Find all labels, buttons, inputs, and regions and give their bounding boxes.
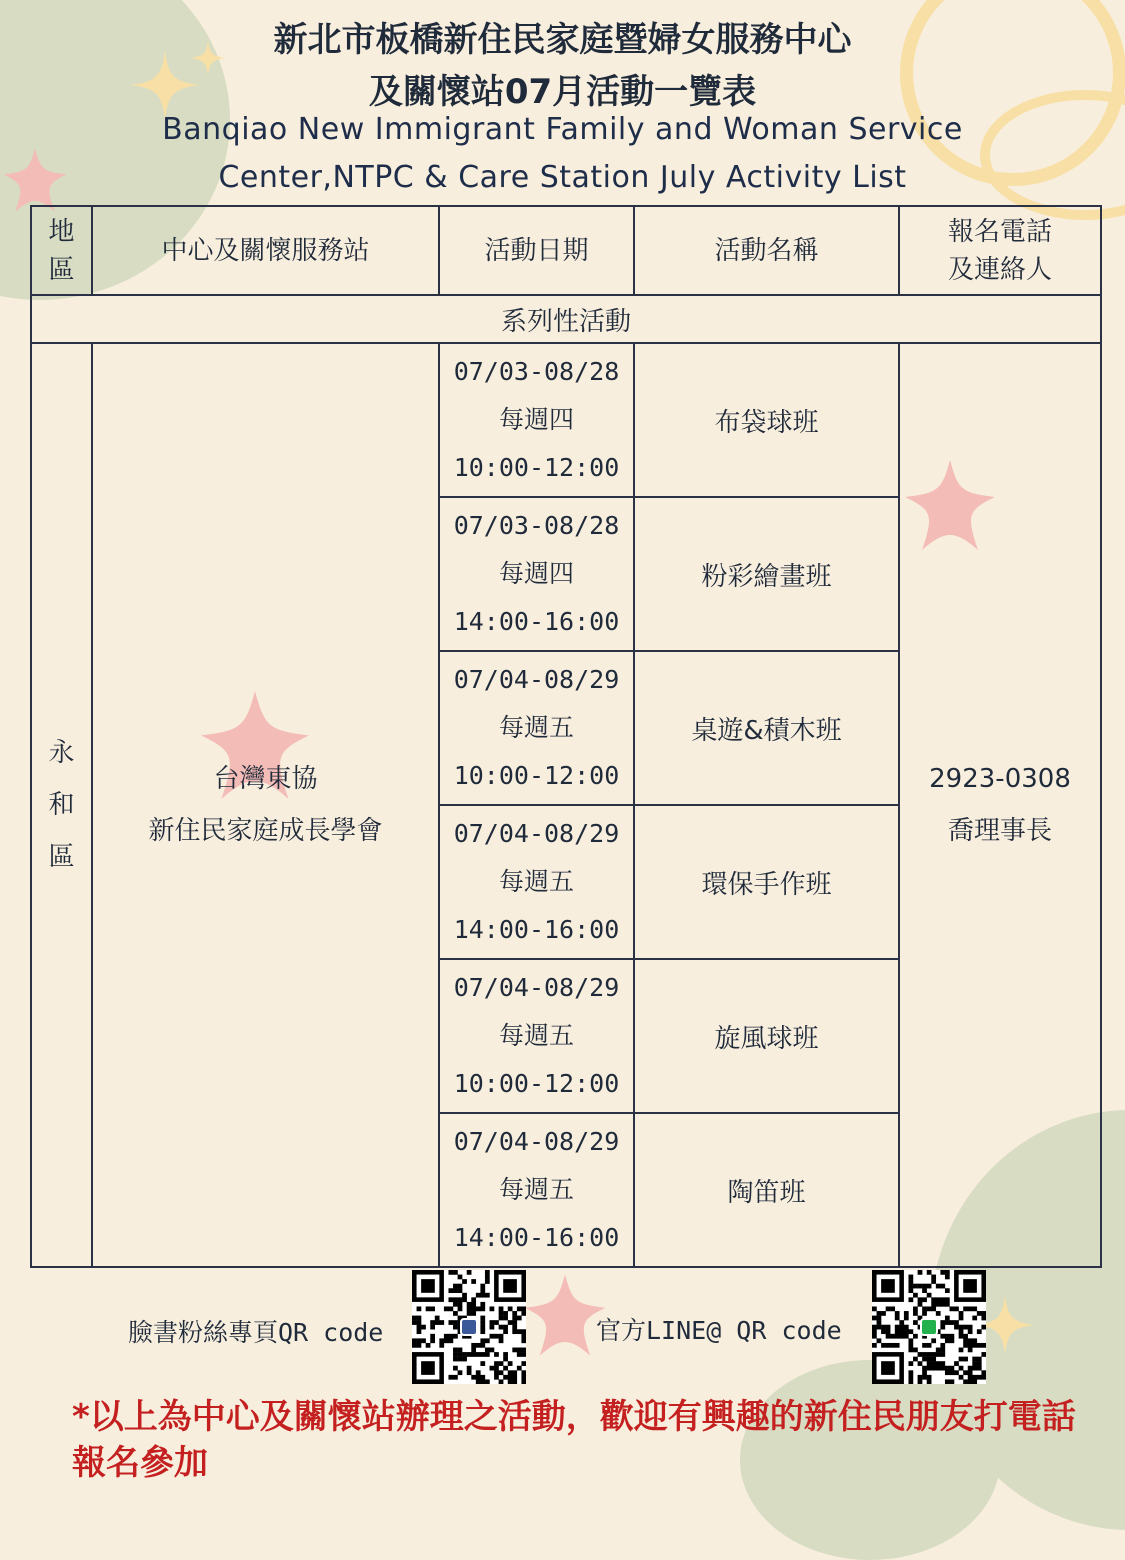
center-cell: 台灣東協 新住民家庭成長學會 (92, 343, 439, 1267)
header-district: 地 區 (31, 206, 92, 295)
activity-name: 布袋球班 (634, 343, 899, 497)
contact-cell: 2923-0308 喬理事長 (899, 343, 1101, 1267)
header-activity-name: 活動名稱 (634, 206, 899, 295)
page-title-english: Banqiao New Immigrant Family and Woman Service (162, 112, 963, 147)
activity-date: 07/03-08/28 每週四 14:00-16:00 (439, 497, 634, 651)
table-header-row (31, 206, 1101, 295)
activity-name: 陶笛班 (634, 1113, 899, 1267)
table-row (31, 343, 1101, 497)
section-label: 系列性活動 (31, 295, 1101, 343)
facebook-qr-label: 臉書粉絲專頁QR code (128, 1318, 384, 1347)
header-date: 活動日期 (439, 206, 634, 295)
activity-name: 粉彩繪畫班 (634, 497, 899, 651)
page-title: 新北市板橋新住民家庭暨婦女服務中心 (273, 20, 852, 60)
facebook-qr-code-icon[interactable] (412, 1270, 526, 1384)
district-cell: 永 和 區 (31, 343, 92, 1267)
header-center: 中心及關懷服務站 (92, 206, 439, 295)
header-contact: 報名電話 及連絡人 (899, 206, 1101, 295)
activity-date: 07/04-08/29 每週五 10:00-12:00 (439, 959, 634, 1113)
line-qr-label: 官方LINE@ QR code (596, 1316, 842, 1345)
section-row (31, 295, 1101, 343)
activity-table (30, 205, 1102, 1268)
page-title-line2: 及關懷站07月活動一覽表 (368, 72, 757, 112)
line-qr-code-icon[interactable] (872, 1270, 986, 1384)
activity-name: 旋風球班 (634, 959, 899, 1113)
activity-date: 07/04-08/29 每週五 14:00-16:00 (439, 805, 634, 959)
activity-name: 桌遊&積木班 (634, 651, 899, 805)
activity-date: 07/04-08/29 每週五 14:00-16:00 (439, 1113, 634, 1267)
activity-date: 07/03-08/28 每週四 10:00-12:00 (439, 343, 634, 497)
registration-note: *以上為中心及關懷站辦理之活動，歡迎有興趣的新住民朋友打電話報名參加 (72, 1397, 1076, 1483)
activity-name: 環保手作班 (634, 805, 899, 959)
page-title-english-line2: Center,NTPC & Care Station July Activity List (218, 160, 907, 195)
activity-date: 07/04-08/29 每週五 10:00-12:00 (439, 651, 634, 805)
